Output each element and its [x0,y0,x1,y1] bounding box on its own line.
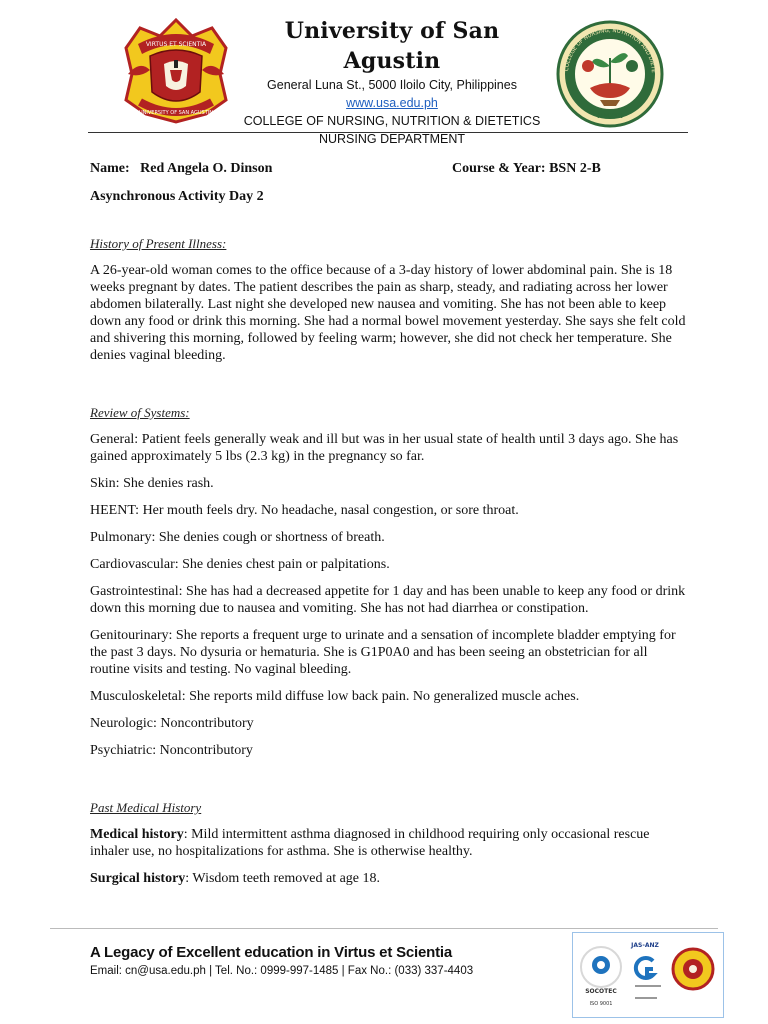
university-seal-logo [120,14,232,126]
ros-heading: Review of Systems: [90,405,190,420]
svg-text:UNIVERSITY OF SAN AGUSTIN: UNIVERSITY OF SAN AGUSTIN [138,110,214,116]
svg-text:VIRTUS ET SCIENTIA: VIRTUS ET SCIENTIA [145,41,207,48]
ros-genitourinary: Genitourinary: She reports a frequent urge to urinate and a sensation of incomplete bladder emptying for the past 3 days. No dysuria or hematuria. She is G1P0A0 and has been seeing an obstetrician for all routine visits and testing. No vaginal bleeding. [90,628,676,677]
department-name: NURSING DEPARTMENT [318,132,466,146]
medical-history [90,826,690,860]
ros-neurologic: Neurologic: Noncontributory [90,716,254,731]
surgical-history-text: : Wisdom teeth removed at age 18. [185,871,381,886]
footer-divider [50,928,718,929]
svg-text:MMXXII: MMXXII [597,113,623,120]
footer-slogan: A Legacy of Excellent education in Virtus et Scientia [90,944,453,961]
ros-cardiovascular: Cardiovascular: She denies chest pain or palpitations. [90,557,390,572]
certification-badges [572,932,724,1018]
pmh-heading: Past Medical History [90,800,202,815]
svg-text:ISO 9001: ISO 9001 [589,1001,613,1007]
ros-heent: HEENT: Her mouth feels dry. No headache, nasal congestion, or sore throat. [90,503,519,518]
ros-psychiatric: Psychiatric: Noncontributory [90,743,253,758]
university-seal-small-icon [673,949,713,989]
college-name: COLLEGE OF NURSING, NUTRITION & DIETETICS [243,114,541,128]
letterhead [0,0,768,146]
jas-anz-cert-icon [630,942,661,999]
student-name: Red Angela O. Dinson [140,161,273,176]
footer-contact: Email: cn@usa.edu.ph | Tel. No.: 0999-997-1485 | Fax No.: (033) 337-4403 [90,965,474,977]
name-label: Name: [90,161,130,176]
medical-history-label: Medical history [90,827,184,842]
course-year: BSN 2-B [549,161,601,176]
ros-musculoskeletal: Musculoskeletal: She reports mild diffuse low back pain. No generalized muscle aches. [90,689,580,704]
document-body [90,160,690,887]
activity-title: Asynchronous Activity Day 2 [90,189,264,204]
university-name: University of San Agustin [284,18,500,74]
ros-skin: Skin: She denies rash. [90,476,214,491]
college-seal-logo [544,18,676,130]
course-label: Course & Year: [452,161,546,176]
header-divider [88,132,688,133]
ros-gastrointestinal: Gastrointestinal: She has had a decreased appetite for 1 day and has been unable to keep any food or drink down this morning due to nausea and vomiting. She has not had diarrhea or constipation. [90,584,686,616]
university-address: General Luna St., 5000 Iloilo City, Philippines [267,78,517,92]
university-website-link[interactable]: www.usa.edu.ph [346,96,438,110]
student-info-row [90,160,690,180]
hpi-paragraph: A 26-year-old woman comes to the office because of a 3-day history of lower abdominal pain. She is 18 weeks pregnant by dates. The patient describes the pain as sharp, steady, and radiating across her lower abdomen bilaterally. Last night she developed new nausea and vomiting. She has not been able to keep down any food or drink this morning. She had a normal bowel movement yesterday. She says she felt cold and shivering this morning, followed by feeling warm; however, she did not check her temperature. She denies vaginal bleeding. [90,263,686,363]
hpi-heading: History of Present Illness: [90,236,227,251]
ros-pulmonary: Pulmonary: She denies cough or shortness of breath. [90,530,385,545]
svg-text:COLLEGE OF NURSING, NUTRITION: COLLEGE OF NURSING, NUTRITION AND DIETE [564,27,657,73]
svg-text:SOCOTEC: SOCOTEC [585,988,617,995]
medical-history-text: : Mild intermittent asthma diagnosed in childhood requiring only occasional rescue inhaler use, no hospitalizations for asthma. She is otherwise healthy. [90,827,650,859]
surgical-history [90,870,690,887]
footer [90,944,473,977]
svg-text:JAS-ANZ: JAS-ANZ [631,942,659,949]
ros-general: General: Patient feels generally weak and ill but was in her usual state of health until 3 days ago. She has gained approximately 5 lbs (2.3 kg) in the pregnancy so far. [90,432,679,464]
surgical-history-label: Surgical history [90,871,186,886]
socotec-cert-icon [581,947,621,1007]
